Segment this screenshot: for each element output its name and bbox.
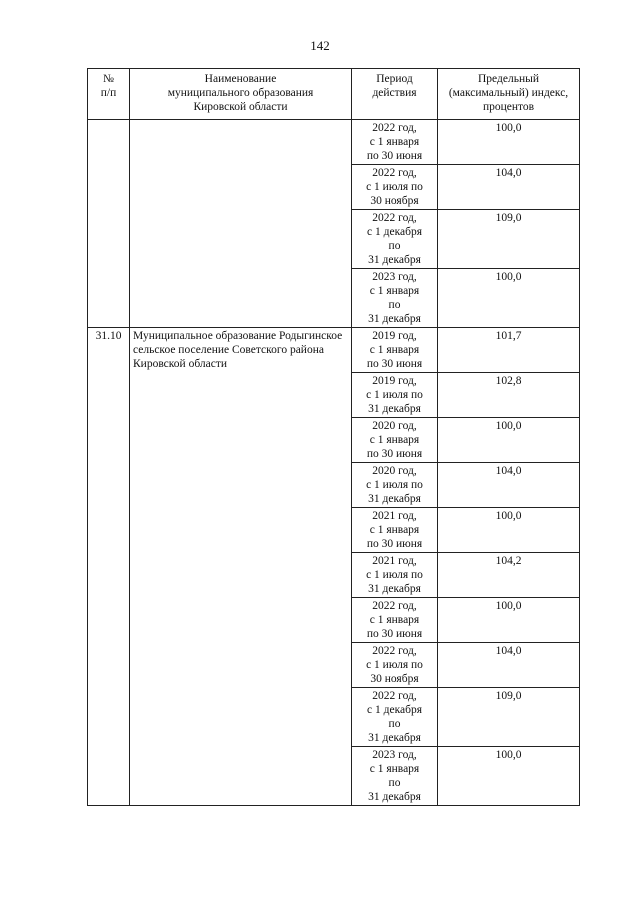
max-index-cell: 100,0 [438,120,580,165]
period-line: 31 декабря [368,254,421,266]
period-line: по 30 июня [366,448,423,460]
period-line: 2022 год, [372,690,417,702]
max-index-cell: 101,7 [438,328,580,373]
period-line: по [388,718,401,730]
max-index-cell: 104,2 [438,553,580,598]
period-line: 2022 год, [372,645,417,657]
period-line: 31 декабря [368,313,421,325]
max-index-cell: 109,0 [438,210,580,269]
period-line: с 1 июля по [366,569,423,581]
period-cell [352,120,438,165]
municipality-name-cell: Муниципальное образование Родыгинское сельское поселение Советского района Кировской области [130,328,352,806]
period-line: 2021 год, [372,555,417,567]
row-number-cell: 31.10 [88,328,130,806]
max-index-cell: 104,0 [438,165,580,210]
period-line: с 1 января [369,763,420,775]
period-line: 2019 год, [372,375,417,387]
period-line: 2020 год, [372,420,417,432]
period-line: 31 декабря [368,493,421,505]
period-cell [352,553,438,598]
period-line: с 1 декабря [367,226,422,238]
period-line: по [388,240,401,252]
period-line: с 1 января [369,285,420,297]
period-line: 2022 год, [372,122,417,134]
period-cell [352,418,438,463]
period-line: по 30 июня [366,628,423,640]
period-line: с 1 января [369,136,420,148]
max-index-cell: 100,0 [438,747,580,806]
page-number: 142 [310,38,330,53]
period-line: 31 декабря [368,583,421,595]
period-line: по 30 июня [366,358,423,370]
period-line: 2023 год, [372,749,417,761]
period-line: 2023 год, [372,271,417,283]
period-line: 2022 год, [372,212,417,224]
period-cell [352,210,438,269]
municipality-name-cell [130,120,352,328]
period-line: с 1 января [369,344,420,356]
period-line: с 1 июля по [366,479,423,491]
period-line: 31 декабря [368,791,421,803]
period-line: 2022 год, [372,600,417,612]
period-line: с 1 июля по [366,659,423,671]
header-municipality: Наименование муниципального образования Кировской области [130,69,352,120]
period-cell [352,463,438,508]
max-index-cell: 100,0 [438,508,580,553]
max-index-cell: 100,0 [438,269,580,328]
period-cell [352,269,438,328]
max-index-cell: 100,0 [438,598,580,643]
header-period: Период действия [352,69,438,120]
period-line: с 1 января [369,614,420,626]
period-line: 30 ноября [370,673,419,685]
period-line: по [388,777,401,789]
period-cell [352,598,438,643]
table-row [88,328,580,373]
period-cell [352,688,438,747]
max-index-cell: 104,0 [438,463,580,508]
tariff-index-table [87,68,580,806]
period-cell [352,508,438,553]
period-line: 2022 год, [372,167,417,179]
header-max-index: Предельный (максимальный) индекс, процентов [438,69,580,120]
table-header-row [88,69,580,120]
period-cell [352,328,438,373]
period-cell [352,747,438,806]
period-line: 2019 год, [372,330,417,342]
max-index-cell: 104,0 [438,643,580,688]
period-cell [352,373,438,418]
max-index-cell: 109,0 [438,688,580,747]
table-row [88,120,580,165]
max-index-cell: 100,0 [438,418,580,463]
period-line: по 30 июня [366,538,423,550]
period-cell [352,165,438,210]
row-number-cell [88,120,130,328]
max-index-cell: 102,8 [438,373,580,418]
period-line: с 1 декабря [367,704,422,716]
period-line: 31 декабря [368,732,421,744]
period-line: с 1 января [369,434,420,446]
period-line: с 1 января [369,524,420,536]
period-line: 31 декабря [368,403,421,415]
header-num: № п/п [88,69,130,120]
period-line: по [388,299,401,311]
period-line: 2021 год, [372,510,417,522]
period-line: 30 ноября [370,195,419,207]
period-line: по 30 июня [366,150,423,162]
period-line: с 1 июля по [366,389,423,401]
period-cell [352,643,438,688]
period-line: с 1 июля по [366,181,423,193]
period-line: 2020 год, [372,465,417,477]
